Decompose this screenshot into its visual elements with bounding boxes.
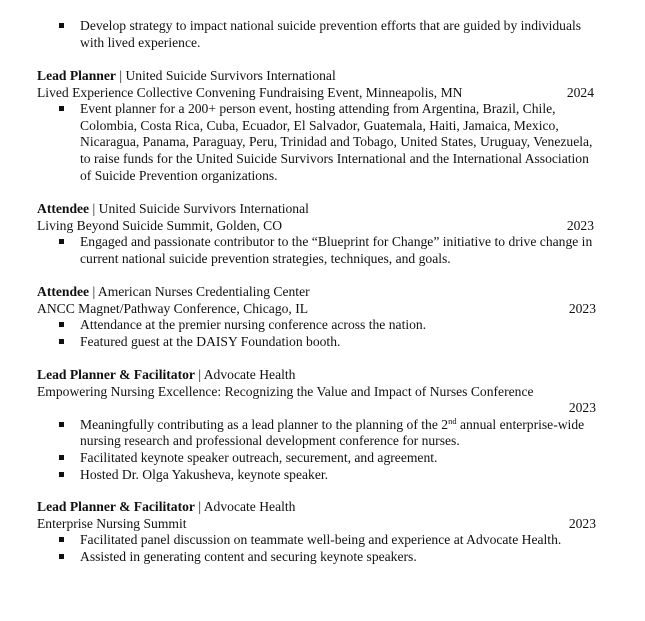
bullet-icon (59, 239, 64, 244)
entry-heading (37, 284, 602, 301)
bullet-text: Develop strategy to impact national suicide prevention efforts that are guided by individuals with lived experience. (80, 18, 582, 50)
bullet-icon (59, 472, 64, 477)
event-line (37, 218, 602, 235)
bullet-item (37, 549, 602, 566)
bullet-item (37, 234, 602, 267)
experience-entry (37, 201, 602, 267)
experience-entry (37, 284, 602, 350)
role-title: Lead Planner & Facilitator (37, 367, 195, 382)
organization-name: Advocate Health (203, 499, 296, 514)
experience-entry (37, 68, 602, 184)
bullet-item (37, 334, 602, 351)
bullet-icon (59, 554, 64, 559)
bullet-text-start: Meaningfully contributing as a lead planner to the planning of the 2 (80, 416, 449, 432)
bullet-text-end: annual enterprise-wide nursing research and professional development conference for nurses. (80, 416, 585, 449)
intro-bullet-list (37, 18, 602, 51)
bullet-icon (59, 322, 64, 327)
event-name: ANCC Magnet/Pathway Conference, Chicago, IL (37, 300, 309, 316)
event-year: 2023 (568, 400, 596, 416)
event-line (37, 384, 602, 401)
event-name: Empowering Nursing Excellence: Recognizing the Value and Impact of Nurses Conference (37, 383, 534, 399)
entry-heading (37, 68, 602, 85)
bullet-list (37, 101, 602, 184)
organization-name: United Suicide Survivors International (98, 201, 309, 216)
bullet-list (37, 317, 602, 350)
event-year: 2023 (566, 217, 594, 233)
bullet-item (37, 317, 602, 334)
entry-heading (37, 367, 602, 384)
event-name: Enterprise Nursing Summit (37, 515, 187, 531)
bullet-list (37, 234, 602, 267)
entry-heading (37, 499, 602, 516)
role-title: Lead Planner (37, 68, 116, 83)
heading-separator: | (194, 367, 204, 382)
bullet-text: Engaged and passionate contributor to the “Blueprint for Change” initiative to drive change in current national suicide prevention strategies, techniques, and goals. (80, 234, 593, 266)
bullet-text: Event planner for a 200+ person event, hosting attending from Argentina, Brazil, Chile, Colombia, Costa Rica, Cuba, Ecuador, El Salvador, Guatemala, Haiti, Jamaica, Mexico, Nicaragua, Panama, Paraguay, Peru, Trinidad and Tobago, United States, Uruguay, Venezuela, to raise funds for the United Suicide Survivors International and the International Association of Suicide Prevention organizations. (80, 101, 593, 183)
ordinal-suffix: nd (448, 415, 457, 426)
bullet-text: Assisted in generating content and securing keynote speakers. (80, 548, 417, 564)
heading-separator: | (89, 284, 98, 299)
organization-name: Advocate Health (203, 367, 296, 382)
bullet-list (37, 532, 602, 565)
event-year: 2023 (568, 300, 596, 316)
event-line (37, 301, 602, 318)
bullet-text: Facilitated panel discussion on teammate well-being and experience at Advocate Health. (80, 532, 562, 548)
experience-entry (37, 367, 602, 483)
organization-name: United Suicide Survivors International (125, 68, 336, 83)
bullet-icon (59, 23, 64, 28)
bullet-icon (59, 339, 64, 344)
event-year: 2023 (568, 515, 596, 531)
heading-separator: | (89, 201, 99, 216)
bullet-item (37, 417, 602, 450)
bullet-icon (59, 455, 64, 460)
bullet-item (37, 18, 602, 51)
role-title: Lead Planner & Facilitator (37, 499, 195, 514)
bullet-item (37, 450, 602, 467)
bullet-item (37, 467, 602, 484)
organization-name: American Nurses Credentialing Center (97, 284, 310, 299)
role-title: Attendee (37, 284, 90, 299)
bullet-icon (59, 106, 64, 111)
bullet-icon (59, 537, 64, 542)
role-title: Attendee (37, 201, 90, 216)
experience-entry (37, 499, 602, 565)
bullet-item (37, 101, 602, 184)
bullet-item (37, 532, 602, 549)
bullet-list (37, 417, 602, 483)
heading-separator: | (194, 499, 204, 514)
event-name: Living Beyond Suicide Summit, Golden, CO (37, 217, 283, 233)
bullet-icon (59, 422, 64, 427)
bullet-text: Featured guest at the DAISY Foundation booth. (80, 333, 341, 349)
heading-separator: | (115, 68, 126, 83)
bullet-text: Attendance at the premier nursing conference across the nation. (80, 317, 427, 333)
bullet-text: Hosted Dr. Olga Yakusheva, keynote speaker. (80, 466, 329, 482)
event-line (37, 85, 602, 102)
event-line (37, 516, 602, 533)
entry-heading (37, 201, 602, 218)
event-name: Lived Experience Collective Convening Fundraising Event, Minneapolis, MN (37, 84, 463, 100)
bullet-text: Facilitated keynote speaker outreach, securement, and agreement. (80, 449, 438, 465)
event-year: 2024 (566, 84, 594, 100)
